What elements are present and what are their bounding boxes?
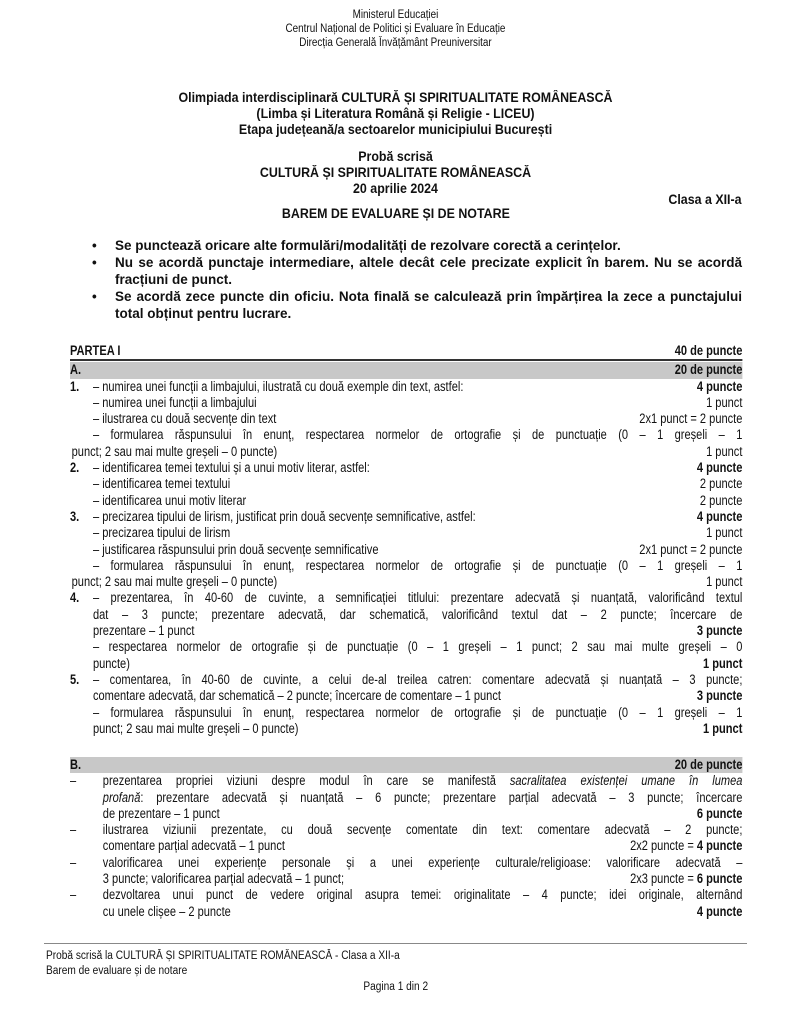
scoring-row xyxy=(70,773,742,789)
criterion-text xyxy=(70,838,622,854)
section-b-items xyxy=(70,773,742,920)
points-plain: 2x2 puncte = xyxy=(630,838,697,854)
criterion-segment: – ilustrarea cu două secvențe din text xyxy=(92,411,277,427)
scoring-row xyxy=(70,558,742,574)
criterion-text xyxy=(70,806,689,822)
criterion-text xyxy=(70,558,742,574)
points-plain: 1 punct xyxy=(706,574,743,590)
scoring-row xyxy=(70,493,742,509)
criterion-text xyxy=(70,427,742,443)
document-header xyxy=(0,8,791,50)
scoring-row xyxy=(70,574,742,590)
points-total: 4 puncte xyxy=(696,378,743,394)
criterion-points xyxy=(631,542,742,558)
criterion-segment: punct; 2 sau mai multe greșeli – 0 puncte) xyxy=(71,574,278,590)
criterion-text xyxy=(70,887,742,903)
points-plain: 2x1 punct = 2 puncte xyxy=(639,541,743,557)
exam-date: 20 aprilie 2024 xyxy=(353,181,438,196)
criterion-segment: – precizarea tipului de lirism xyxy=(92,525,231,541)
points-total: 6 puncte xyxy=(696,871,743,887)
olympiad-title xyxy=(0,90,791,138)
criterion-text xyxy=(70,590,742,606)
section-points: 20 de puncte xyxy=(674,362,743,378)
scoring-row xyxy=(70,509,742,525)
criterion-points xyxy=(695,656,743,672)
scoring-row xyxy=(70,871,742,887)
points-total: 4 puncte xyxy=(696,508,743,524)
header-line: Direcția Generală Învățământ Preuniversitar xyxy=(299,37,492,49)
criterion-segment: – precizarea tipului de lirism, justificat prin două secvențe semnificative, astfel: xyxy=(92,508,476,524)
exam-info xyxy=(0,149,791,197)
points-total: 4 puncte xyxy=(696,903,743,919)
scoring-row xyxy=(70,855,742,871)
scoring-row xyxy=(70,607,742,623)
points-plain: 2 puncte xyxy=(699,476,743,492)
criterion-points xyxy=(689,806,743,822)
scoring-row xyxy=(70,705,742,721)
criterion-points xyxy=(689,460,743,476)
criterion-text xyxy=(70,656,695,672)
scoring-row xyxy=(70,887,742,903)
scoring-row xyxy=(70,639,742,655)
criterion-text xyxy=(70,411,631,427)
barem-heading xyxy=(0,206,791,221)
item-number: – xyxy=(70,822,77,838)
section-points: 20 de puncte xyxy=(674,757,743,772)
criterion-points xyxy=(689,509,743,525)
criterion-text xyxy=(70,871,622,887)
points-plain: 1 punct xyxy=(706,394,743,410)
scoring-row xyxy=(70,672,742,688)
criterion-points xyxy=(689,688,743,704)
title-line: Etapa județeană/a sectoarelor municipiului București xyxy=(238,122,553,137)
criterion-text xyxy=(70,672,742,688)
criterion-text xyxy=(70,705,742,721)
criterion-segment: – justificarea răspunsului prin două secvențe semnificative xyxy=(92,541,379,557)
scoring-row xyxy=(70,395,742,411)
scoring-row xyxy=(70,904,742,920)
criterion-segment: comentare adecvată, dar schematică – 2 puncte; încercare de comentare – 1 punct xyxy=(92,688,501,704)
points-plain: 2x3 puncte = xyxy=(630,871,697,887)
points-total: 6 puncte xyxy=(696,805,743,821)
bullet-icon: • xyxy=(92,238,97,253)
part-label: PARTEA I xyxy=(70,343,121,358)
points-plain: 2x1 punct = 2 puncte xyxy=(639,411,743,427)
header-line: Centrul Național de Politici și Evaluare în Educație xyxy=(285,23,506,35)
criterion-text xyxy=(70,688,689,704)
title-line: Olimpiada interdisciplinară CULTURĂ ȘI SPIRITUALITATE ROMÂNEASCĂ xyxy=(178,90,613,105)
criterion-segment: – identificarea temei textului și a unui motiv literar, astfel: xyxy=(92,460,370,476)
footer-divider xyxy=(44,943,747,944)
rule-text: Se punctează oricare alte formulări/modalități de rezolvare corectă a cerințelor. xyxy=(115,238,621,253)
criterion-points xyxy=(692,493,743,509)
criterion-segment: de prezentare – 1 punct xyxy=(102,805,220,821)
criterion-text xyxy=(70,904,689,920)
scoring-row xyxy=(70,411,742,427)
criterion-points xyxy=(689,904,743,920)
criterion-text xyxy=(70,493,692,509)
item-number: 2. xyxy=(70,460,80,476)
scoring-row xyxy=(70,444,742,460)
points-total: 3 puncte xyxy=(696,623,743,639)
scoring-row xyxy=(70,590,742,606)
points-total: 4 puncte xyxy=(696,838,743,854)
criterion-segment: – numirea unei funcții a limbajului xyxy=(92,394,257,410)
class-label: Clasa a XII-a xyxy=(668,192,742,207)
criterion-points xyxy=(689,379,743,395)
criterion-segment: – formularea răspunsului în enunț, respectarea normelor de ortografie și de punctuație (0 – 1 greșeli – 1 xyxy=(92,557,743,573)
criterion-text xyxy=(70,623,689,639)
criterion-segment: 3 puncte; valorificarea parțial adecvată – 1 punct; xyxy=(102,871,345,887)
criterion-segment: – identificarea unui motiv literar xyxy=(92,492,247,508)
criterion-segment: prezentare – 1 punct xyxy=(92,623,195,639)
exam-line: CULTURĂ ȘI SPIRITUALITATE ROMÂNEASCĂ xyxy=(259,165,532,180)
section-b-heading xyxy=(70,757,742,773)
criterion-segment: – numirea unei funcții a limbajului, ilustrată cu două exemple din text, astfel: xyxy=(92,378,464,394)
criterion-segment: punct; 2 sau mai multe greșeli – 0 puncte) xyxy=(71,443,278,459)
criterion-segment: dat – 3 puncte; prezentare adecvată, dar schematică, valorificând textul dat – 2 puncte; încercare de xyxy=(92,606,743,622)
criterion-segment: cu unele clișee – 2 puncte xyxy=(102,903,231,919)
scoring-row xyxy=(70,427,742,443)
scoring-row xyxy=(70,476,742,492)
rule-item xyxy=(92,288,742,322)
rule-item xyxy=(92,237,742,254)
criterion-text xyxy=(70,773,742,789)
item-number: – xyxy=(70,854,77,870)
scoring-row xyxy=(70,790,742,806)
criterion-text xyxy=(70,525,698,541)
criterion-segment: – formularea răspunsului în enunț, respectarea normelor de ortografie și de punctuație (0 – 1 greșeli – 1 xyxy=(92,704,743,720)
criterion-points xyxy=(692,476,743,492)
general-rules xyxy=(92,237,742,322)
criterion-text xyxy=(70,379,689,395)
barem-heading-text: BAREM DE EVALUARE ȘI DE NOTARE xyxy=(281,206,510,221)
scoring-row xyxy=(70,525,742,541)
footer xyxy=(46,949,400,979)
criterion-points xyxy=(698,395,743,411)
item-number: – xyxy=(70,887,77,903)
bullet-icon: • xyxy=(92,255,97,270)
page-number xyxy=(0,981,791,993)
criterion-text xyxy=(70,395,698,411)
criterion-segment: comentare parțial adecvată – 1 punct xyxy=(102,838,285,854)
criterion-segment: punct; 2 sau mai multe greșeli – 0 puncte) xyxy=(92,720,299,736)
section-label: B. xyxy=(70,757,82,772)
part-heading xyxy=(70,343,742,361)
part-one xyxy=(70,343,742,737)
criterion-points xyxy=(622,838,743,854)
page-number-text: Pagina 1 din 2 xyxy=(363,981,428,993)
criterion-segment: puncte) xyxy=(92,655,130,671)
rule-text: Se acordă zece puncte din oficiu. Nota finală se calculează prin împărțirea la zece a punctajului total obținut pentru lucrare. xyxy=(115,289,742,321)
criterion-segment: – formularea răspunsului în enunț, respectarea normelor de ortografie și de punctuație (0 – 1 greșeli – 1 xyxy=(92,427,743,443)
section-b xyxy=(70,757,742,920)
header-line: Ministerul Educației xyxy=(352,9,439,21)
points-total: 4 puncte xyxy=(696,460,743,476)
criterion-text xyxy=(70,855,742,871)
exam-line: Probă scrisă xyxy=(358,149,433,164)
rule-text: Nu se acordă punctaje intermediare, altele decât cele precizate explicit în barem. Nu se acordă fracțiuni de punct. xyxy=(115,255,742,287)
criterion-text xyxy=(70,444,698,460)
criterion-text xyxy=(70,639,742,655)
scoring-row xyxy=(70,822,742,838)
footer-line: Probă scrisă la CULTURĂ ȘI SPIRITUALITATE ROMÂNEASCĂ - Clasa a XII-a xyxy=(46,950,400,962)
criterion-text xyxy=(70,790,742,806)
criterion-points xyxy=(698,574,743,590)
item-number: – xyxy=(70,773,77,789)
criterion-points xyxy=(631,411,742,427)
item-number: 4. xyxy=(70,590,80,606)
criterion-text xyxy=(70,542,631,558)
scoring-row xyxy=(70,542,742,558)
item-number: 1. xyxy=(70,378,80,394)
item-number: 3. xyxy=(70,508,80,524)
scoring-row xyxy=(70,623,742,639)
criterion-segment: prezentarea propriei viziuni despre modul în care se manifestă xyxy=(102,773,510,789)
criterion-segment: – identificarea temei textului xyxy=(92,476,231,492)
part-points: 40 de puncte xyxy=(674,343,743,358)
bullet-icon: • xyxy=(92,289,97,304)
scoring-row xyxy=(70,806,742,822)
criterion-points xyxy=(695,721,743,737)
points-total: 3 puncte xyxy=(696,688,743,704)
criterion-text xyxy=(70,476,692,492)
criterion-segment: sacralitatea existenței umane în lumea xyxy=(509,773,743,789)
criterion-segment: valorificarea unei experiențe personale și a unei experiențe culturale/religioase: valorificare adecvată – xyxy=(102,854,743,870)
scoring-row xyxy=(70,379,742,395)
criterion-text xyxy=(70,574,698,590)
criterion-segment: : prezentare adecvată și nuanțată – 6 puncte; prezentare parțial adecvată – 3 puncte; încercare xyxy=(140,789,743,805)
criterion-segment: – respectarea normelor de ortografie și de punctuație (0 – 1 greșeli – 1 punct; 2 sau mai multe greșeli – 0 xyxy=(92,639,743,655)
criterion-segment: dezvoltarea unui punct de vedere original asupra temei: originalitate – 4 puncte; idei originale, alternând xyxy=(102,887,743,903)
scoring-row xyxy=(70,838,742,854)
section-label: A. xyxy=(70,362,82,378)
points-plain: 1 punct xyxy=(706,525,743,541)
criterion-text xyxy=(70,607,742,623)
section-a-heading xyxy=(70,362,742,378)
criterion-points xyxy=(698,444,743,460)
criterion-segment: profană xyxy=(102,789,141,805)
criterion-text xyxy=(70,460,689,476)
criterion-points xyxy=(698,525,743,541)
section-a-items xyxy=(70,379,742,738)
scoring-row xyxy=(70,688,742,704)
scoring-row xyxy=(70,721,742,737)
criterion-text xyxy=(70,721,695,737)
criterion-segment: – comentarea, în 40-60 de cuvinte, a celui de-al treilea catren: comentare adecvată și nuanțată – 3 puncte; xyxy=(92,671,743,687)
points-total: 1 punct xyxy=(703,655,743,671)
rule-item xyxy=(92,254,742,288)
points-plain: 2 puncte xyxy=(699,492,743,508)
scoring-row xyxy=(70,460,742,476)
scoring-row xyxy=(70,656,742,672)
title-line: (Limba și Literatura Română și Religie - LICEU) xyxy=(256,106,535,121)
points-total: 1 punct xyxy=(703,720,743,736)
criterion-segment: – prezentarea, în 40-60 de cuvinte, a semnificației titlului: prezentare adecvată și nuanțată, valorificând textul xyxy=(92,590,743,606)
item-number: 5. xyxy=(70,671,80,687)
criterion-text xyxy=(70,509,689,525)
criterion-text xyxy=(70,822,742,838)
points-plain: 1 punct xyxy=(706,443,743,459)
criterion-points xyxy=(622,871,743,887)
criterion-segment: ilustrarea viziunii prezentate, cu două secvențe comentate din text: comentare adecvată – 2 puncte; xyxy=(102,822,743,838)
footer-line: Barem de evaluare și de notare xyxy=(46,965,188,977)
criterion-points xyxy=(689,623,743,639)
